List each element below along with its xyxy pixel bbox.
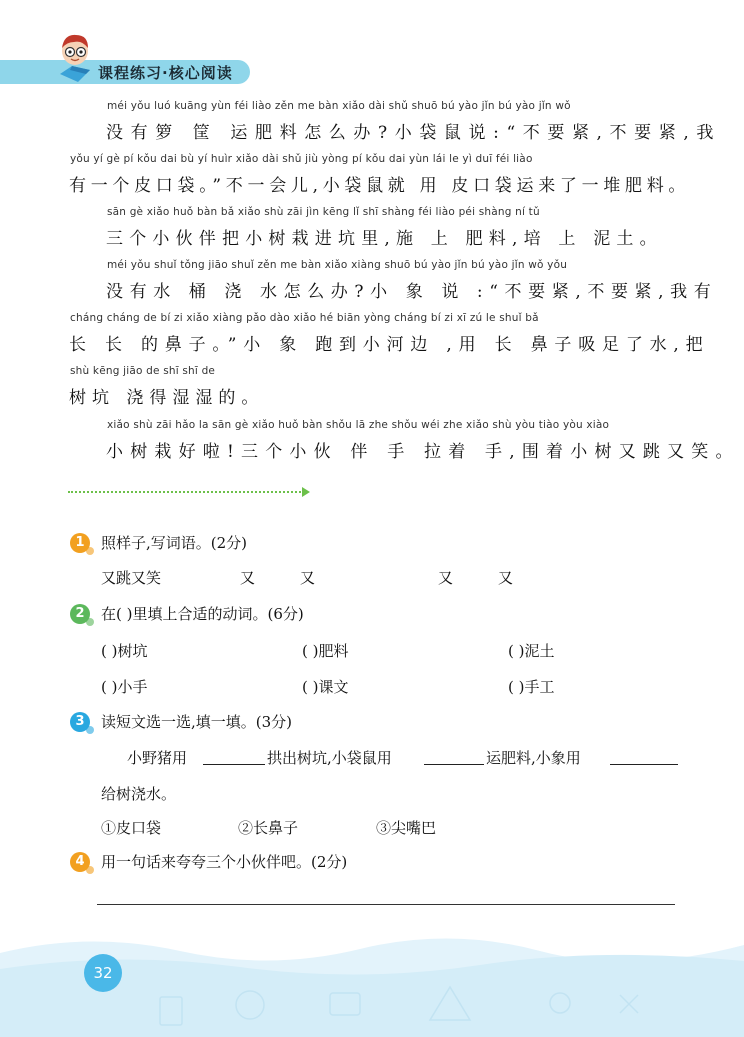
fill-blank-item[interactable]: ( )手工 bbox=[508, 678, 555, 696]
pinyin-line: xiǎo shù zāi hǎo la sān gè xiǎo huǒ bàn shǒu lā zhe shǒu wéi zhe xiǎo shù yòu tiào yòu xiào bbox=[107, 419, 610, 431]
answer-line[interactable] bbox=[97, 904, 675, 905]
fill-blank-item[interactable]: ( )小手 bbox=[101, 678, 148, 696]
sentence-part: 运肥料,小象用 bbox=[486, 749, 581, 767]
pinyin-line: méi yǒu shuǐ tǒng jiāo shuǐ zěn me bàn xiǎo xiàng shuō bú yào jǐn bú yào jǐn wǒ yǒu bbox=[107, 259, 568, 271]
pattern-char: 又 bbox=[498, 569, 514, 587]
text-line: 树坑 浇得湿湿的。 bbox=[69, 388, 265, 408]
question-number: 1 bbox=[70, 533, 90, 553]
question-prompt: 用一句话来夸夸三个小伙伴吧。(2分) bbox=[101, 853, 348, 871]
mascot-boy-icon bbox=[52, 30, 98, 84]
pattern-char: 又 bbox=[240, 569, 256, 587]
sentence-part: 给树浇水。 bbox=[101, 785, 177, 803]
text-line: 有一个皮口袋。”不一会儿,小袋鼠就 用 皮口袋运来了一堆肥料。 bbox=[69, 176, 691, 196]
fill-blank-item[interactable]: ( )肥料 bbox=[302, 642, 349, 660]
option-item: ②长鼻子 bbox=[238, 819, 299, 837]
question-prompt: 在( )里填上合适的动词。(6分) bbox=[101, 605, 304, 623]
pinyin-line: méi yǒu luó kuāng yùn féi liào zěn me bàn xiǎo dài shǔ shuō bú yào jǐn bú yào jǐn wǒ bbox=[107, 100, 571, 112]
divider-arrow-icon bbox=[302, 487, 310, 497]
section-divider bbox=[68, 491, 304, 493]
pinyin-line: yǒu yí gè pí kǒu dai bù yí huìr xiǎo dài shǔ jiù yòng pí kǒu dai yùn lái le yì duī féi liào bbox=[70, 153, 533, 165]
example-word: 又跳又笑 bbox=[101, 569, 162, 587]
text-line: 没有水 桶 浇 水怎么办?小 象 说 :“不要紧,不要紧,我有 bbox=[106, 282, 718, 302]
question-prompt: 照样子,写词语。(2分) bbox=[101, 534, 248, 552]
page-number-badge: 32 bbox=[84, 954, 122, 992]
answer-blank[interactable] bbox=[610, 764, 678, 765]
pinyin-line: shù kēng jiāo de shī shī de bbox=[70, 365, 216, 377]
answer-blank[interactable] bbox=[424, 764, 484, 765]
fill-blank-item[interactable]: ( )树坑 bbox=[101, 642, 148, 660]
option-item: ③尖嘴巴 bbox=[376, 819, 437, 837]
pinyin-line: cháng cháng de bí zi xiǎo xiàng pǎo dào xiǎo hé biān yòng cháng bí zi xī zú le shuǐ bǎ bbox=[70, 312, 539, 324]
question-number: 4 bbox=[70, 852, 90, 872]
fill-blank-item[interactable]: ( )课文 bbox=[302, 678, 349, 696]
header-title: 课程练习·核心阅读 bbox=[98, 64, 233, 82]
page-header bbox=[0, 0, 744, 95]
text-line: 长 长 的鼻子。”小 象 跑到小河边 ,用 长 鼻子吸足了水,把 bbox=[69, 335, 710, 355]
sentence-part: 小野猪用 bbox=[127, 749, 188, 767]
text-line: 三个小伙伴把小树栽进坑里,施 上 肥料,培 上 泥土。 bbox=[106, 229, 663, 249]
question-number: 3 bbox=[70, 712, 90, 732]
option-item: ①皮口袋 bbox=[101, 819, 162, 837]
pinyin-line: sān gè xiǎo huǒ bàn bǎ xiǎo shù zāi jìn kēng lǐ shī shàng féi liào péi shàng ní tǔ bbox=[107, 206, 540, 218]
question-prompt: 读短文选一选,填一填。(3分) bbox=[101, 713, 293, 731]
text-line: 小树栽好啦!三个小伙 伴 手 拉着 手,围着小树又跳又笑。 bbox=[106, 442, 740, 462]
pattern-char: 又 bbox=[438, 569, 454, 587]
answer-blank[interactable] bbox=[203, 764, 265, 765]
fill-blank-item[interactable]: ( )泥土 bbox=[508, 642, 555, 660]
pattern-char: 又 bbox=[300, 569, 316, 587]
question-number: 2 bbox=[70, 604, 90, 624]
text-line: 没有箩 筐 运肥料怎么办?小袋鼠说:“不要紧,不要紧,我 bbox=[106, 123, 721, 143]
sentence-part: 拱出树坑,小袋鼠用 bbox=[267, 749, 392, 767]
